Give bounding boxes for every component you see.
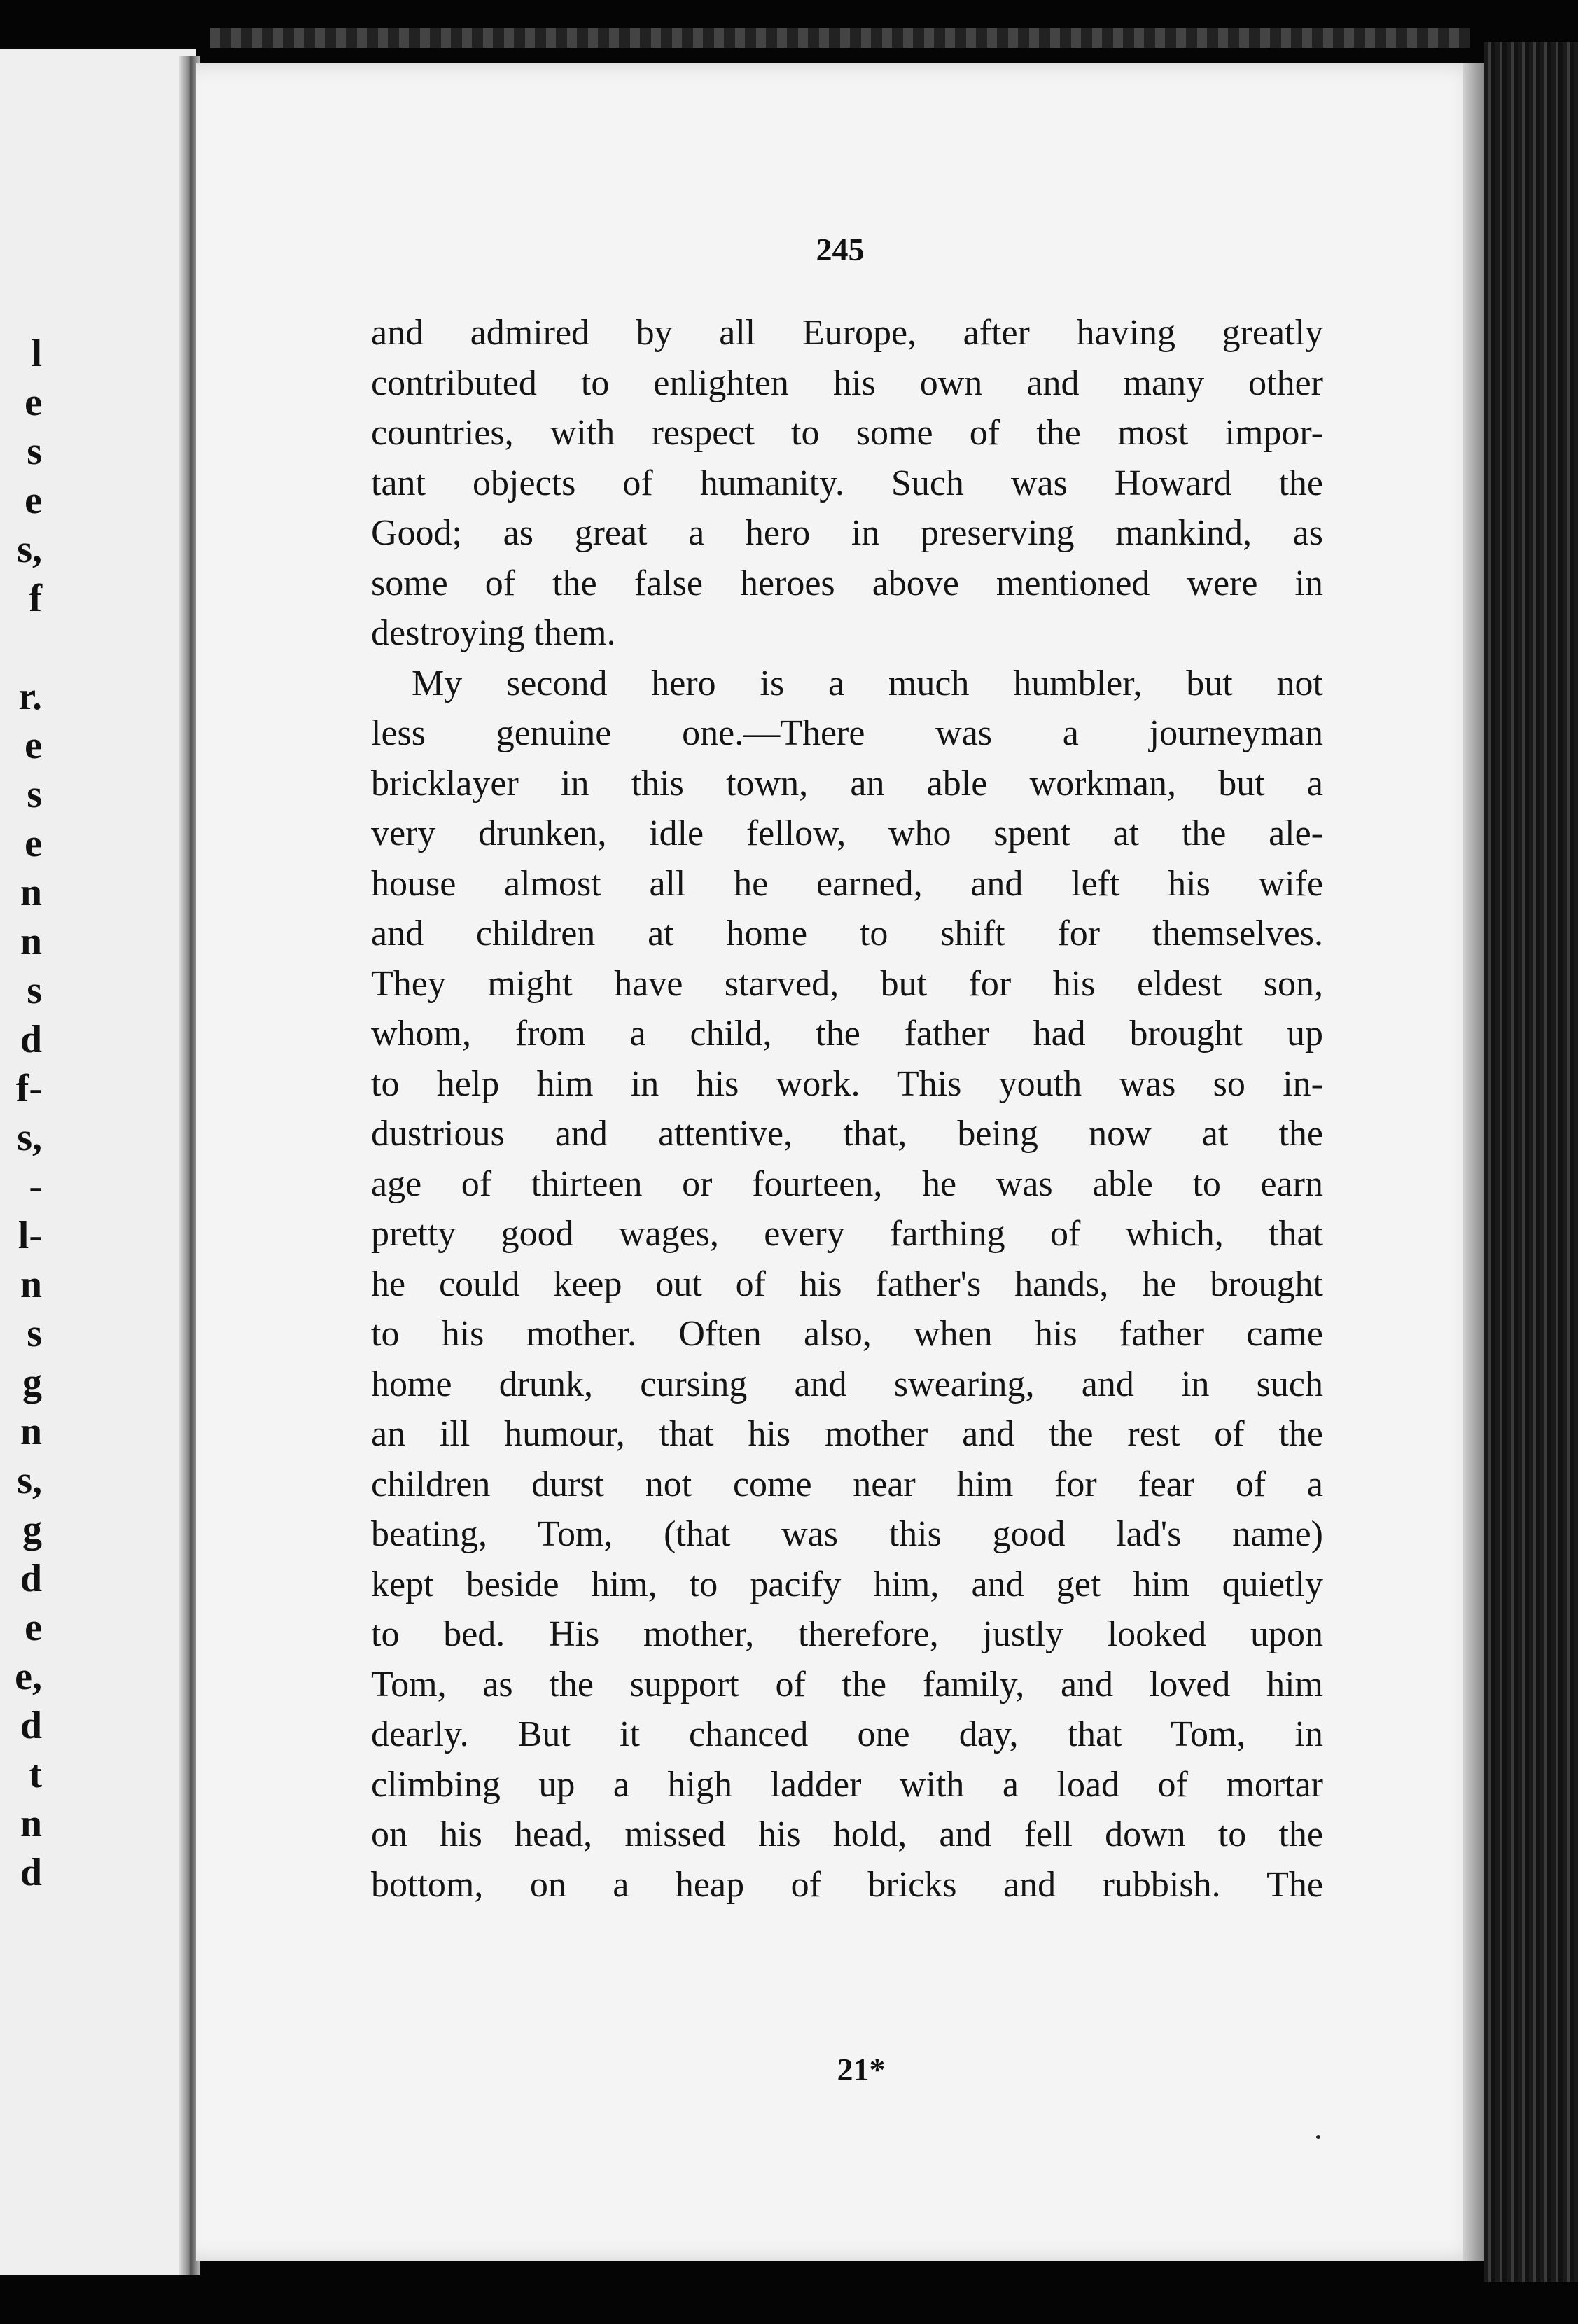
text-line: whom, from a child, the father had brought up	[371, 1014, 1323, 1054]
left-fragment: e	[25, 479, 42, 522]
left-fragment: d	[20, 1018, 42, 1061]
text-line: on his head, missed his hold, and fell down to the	[371, 1814, 1323, 1854]
left-fragment: e	[25, 381, 42, 424]
text-line: and children at home to shift for themselves.	[371, 913, 1323, 953]
text-line: very drunken, idle fellow, who spent at the ale-	[371, 813, 1323, 853]
text-line: destroying them.	[371, 613, 616, 653]
left-fragment: e	[25, 1606, 42, 1649]
text-line: to help him in his work. This youth was so in-	[371, 1063, 1323, 1104]
left-fragment: n	[20, 920, 42, 963]
page-number: 245	[816, 232, 865, 267]
text-line: Tom, as the support of the family, and loved him	[371, 1664, 1323, 1704]
text-line: to his mother. Often also, when his father came	[371, 1314, 1323, 1354]
left-fragment: g	[22, 1361, 42, 1404]
text-line: he could keep out of his father's hands, he brought	[371, 1264, 1323, 1304]
text-line: kept beside him, to pacify him, and get him quietly	[371, 1564, 1323, 1604]
left-fragment: e	[25, 724, 42, 767]
text-line: contributed to enlighten his own and many other	[371, 363, 1323, 403]
left-fragment: -	[29, 1165, 42, 1208]
left-fragment: d	[20, 1557, 42, 1600]
left-fragment: s	[27, 773, 42, 816]
left-fragment: s,	[17, 1116, 42, 1159]
text-line: house almost all he earned, and left his wife	[371, 863, 1323, 904]
left-fragment: r.	[18, 675, 42, 718]
left-fragment: s,	[17, 1459, 42, 1502]
text-line: home drunk, cursing and swearing, and in such	[371, 1364, 1323, 1404]
text-line: pretty good wages, every farthing of which, that	[371, 1214, 1323, 1254]
left-fragment: g	[22, 1508, 42, 1551]
text-line: countries, with respect to some of the most impor-	[371, 413, 1323, 453]
text-line: bricklayer in this town, an able workman, but a	[371, 763, 1323, 804]
text-line: some of the false heroes above mentioned were in	[371, 563, 1323, 603]
text-line: beating, Tom, (that was this good lad's name)	[371, 1514, 1323, 1554]
left-fragment: n	[20, 1263, 42, 1306]
left-fragment: l	[31, 332, 42, 375]
text-line: age of thirteen or fourteen, he was able to earn	[371, 1163, 1323, 1204]
text-line: dearly. But it chanced one day, that Tom, in	[371, 1714, 1323, 1754]
left-fragment: s	[27, 430, 42, 473]
left-fragment: s	[27, 1312, 42, 1355]
text-line: an ill humour, that his mother and the rest of the	[371, 1414, 1323, 1454]
left-fragment: f	[29, 577, 42, 620]
ink-speck	[1316, 2135, 1320, 2139]
text-line: dustrious and attentive, that, being now at the	[371, 1114, 1323, 1154]
text-line: and admired by all Europe, after having greatly	[371, 313, 1323, 353]
left-fragment: e,	[15, 1655, 42, 1698]
left-fragment	[0, 623, 42, 672]
text-line: Good; as great a hero in preserving mankind, as	[371, 513, 1323, 553]
book-top-edge	[210, 28, 1470, 48]
text-line: bottom, on a heap of bricks and rubbish. The	[371, 1864, 1323, 1905]
signature-mark: 21*	[837, 2052, 886, 2087]
left-fragment: n	[20, 1802, 42, 1845]
left-fragment: t	[29, 1753, 42, 1796]
left-fragment: d	[20, 1851, 42, 1894]
text-line: to bed. His mother, therefore, justly looked upon	[371, 1614, 1323, 1654]
book-fore-edge	[1484, 42, 1578, 2282]
left-fragment: s	[27, 969, 42, 1012]
left-page-text-fragments	[0, 329, 42, 1897]
text-line: less genuine one.—There was a journeyman	[371, 713, 1323, 753]
body-text	[371, 308, 1323, 1910]
left-fragment: d	[20, 1704, 42, 1747]
left-fragment: n	[20, 1410, 42, 1453]
left-fragment: n	[20, 871, 42, 914]
left-fragment: f-	[15, 1067, 42, 1110]
left-fragment: s,	[17, 528, 42, 571]
text-line: tant objects of humanity. Such was Howard the	[371, 463, 1323, 503]
text-line: My second hero is a much humbler, but not	[412, 663, 1323, 704]
text-line: climbing up a high ladder with a load of mortar	[371, 1764, 1323, 1805]
left-page	[0, 49, 196, 2275]
left-fragment: e	[25, 822, 42, 865]
text-line: They might have starved, but for his eldest son,	[371, 963, 1323, 1004]
text-line: children durst not come near him for fear of a	[371, 1464, 1323, 1504]
left-fragment: l-	[18, 1214, 42, 1257]
